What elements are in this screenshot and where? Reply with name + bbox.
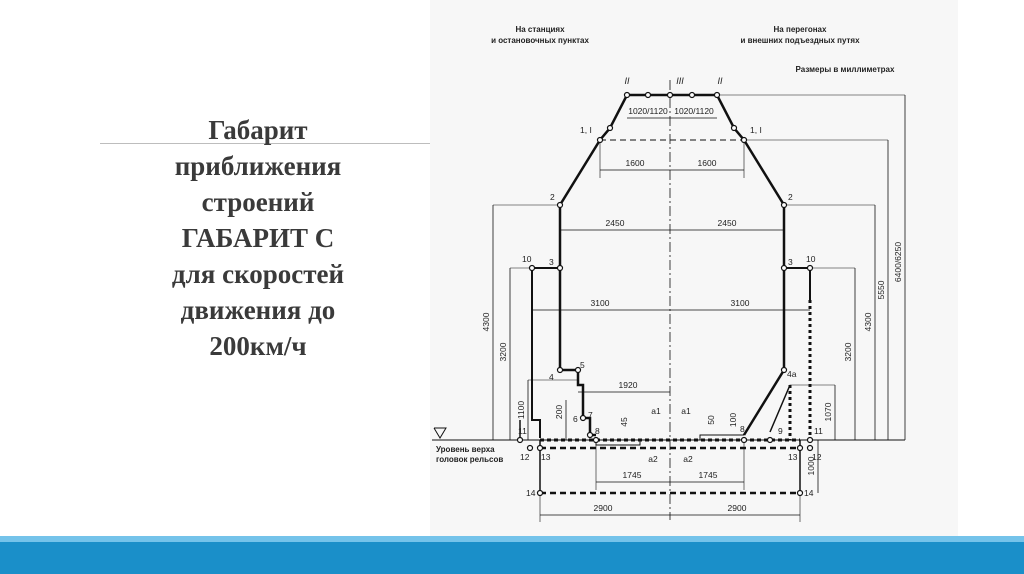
dim-label: 1020/1120 [628,106,668,116]
header-left-line: На станциях [515,25,565,34]
vdim-label: 4300 [481,312,491,332]
rail-level-symbol [434,428,446,438]
dim-label: 1600 [625,158,645,168]
dim-label: 1600 [697,158,717,168]
dim-label: 1745 [622,470,642,480]
point-label: 3 [788,257,793,267]
point-node [646,93,651,98]
dim-label: 3100 [730,298,750,308]
title-line: для скоростей [171,259,345,289]
slide-title [108,112,408,364]
point-node [808,266,813,271]
dim-label: 1920 [618,380,638,390]
vdim-label: 45 [619,417,629,427]
station-profile-right [786,268,810,300]
point-node [538,491,543,496]
point-label: 3 [549,257,554,267]
footer-bar [0,542,1024,574]
vdim-label: 50 [706,415,716,425]
point-node [715,93,720,98]
point-node [768,438,773,443]
point-node [608,126,613,131]
point-node [808,438,813,443]
dim-label: 1745 [698,470,718,480]
point-label: 13 [788,452,798,462]
header-left-line: и остановочных пунктах [491,36,589,45]
clearance-outline-left [560,95,670,435]
point-label: 5 [580,360,585,370]
dim-label: 2450 [605,218,625,228]
vdim-label: 3200 [843,342,853,362]
point-node [732,126,737,131]
point-label: 9 [778,426,783,436]
header-right-line: На перегонах [773,25,827,34]
dim-label: a1 [651,406,661,416]
vdim-label: 4300 [863,312,873,332]
point-node [558,203,563,208]
point-node [798,446,803,451]
point-label: 10 [522,254,532,264]
title-line: Габарит [208,115,308,145]
point-label: 6 [573,414,578,424]
outline-slope-4a [770,385,790,432]
point-node [588,433,593,438]
dim-label: 2900 [593,503,613,513]
dim-label: a1 [681,406,691,416]
point-node [782,266,787,271]
point-label: 1, I [580,125,592,135]
rail-label-line: головок рельсов [436,455,504,464]
point-label: 7 [588,410,593,420]
top-mark: II [717,76,723,86]
vdim-label: 1100 [516,400,526,420]
dim-label: a2 [683,454,693,464]
title-line: 200км/ч [209,331,307,361]
dim-label: 3100 [590,298,610,308]
units-note: Размеры в миллиметрах [795,65,895,74]
point-node [581,416,586,421]
vdim-label: 100 [728,412,738,428]
title-line: строений [201,187,315,217]
point-node [798,491,803,496]
top-mark: II [624,76,630,86]
diagram-panel [430,0,958,536]
rail-label-line: Уровень верха [436,445,495,454]
header-right-line: и внешних подъездных путях [740,36,860,45]
point-node [668,93,673,98]
point-node [782,368,787,373]
vdim-label: 200 [554,404,564,420]
point-node [808,446,813,451]
point-label: 8 [740,424,745,434]
vdim-label: 5550 [876,280,886,300]
dim-label: 2450 [717,218,737,228]
point-label: 14 [526,488,536,498]
point-node [690,93,695,98]
point-label: 12 [812,452,822,462]
point-label: 4a [787,369,797,379]
point-label: 14 [804,488,814,498]
vdim-label: 1000 [806,456,816,476]
point-node [530,266,535,271]
point-node [518,438,523,443]
point-node [558,368,563,373]
vdim-label: 6400/6250 [893,241,903,283]
title-line: движения до [180,295,336,325]
point-node [598,138,603,143]
dim-label: a2 [648,454,658,464]
point-label: 13 [541,452,551,462]
point-label: 2 [550,192,555,202]
top-mark: III [676,76,684,86]
point-node [782,203,787,208]
title-line: приближения [174,151,342,181]
point-label: 1, I [750,125,762,135]
dim-label: 1020/1120 [674,106,714,116]
dim-label: 2900 [727,503,747,513]
point-label: 2 [788,192,793,202]
title-line: ГАБАРИТ С [181,223,335,253]
point-node [625,93,630,98]
point-label: 12 [520,452,530,462]
point-label: 4 [549,372,554,382]
point-node [742,138,747,143]
point-label: 11 [518,426,527,436]
point-label: 11 [814,426,823,436]
point-node [558,266,563,271]
vdim-label: 1070 [823,402,833,422]
point-node [538,446,543,451]
point-label: 8 [595,426,600,436]
point-label: 10 [806,254,816,264]
point-node [742,438,747,443]
point-node [594,438,599,443]
vdim-label: 3200 [498,342,508,362]
clearance-diagram [430,0,958,536]
clearance-outline-right [670,95,784,435]
point-node [528,446,533,451]
